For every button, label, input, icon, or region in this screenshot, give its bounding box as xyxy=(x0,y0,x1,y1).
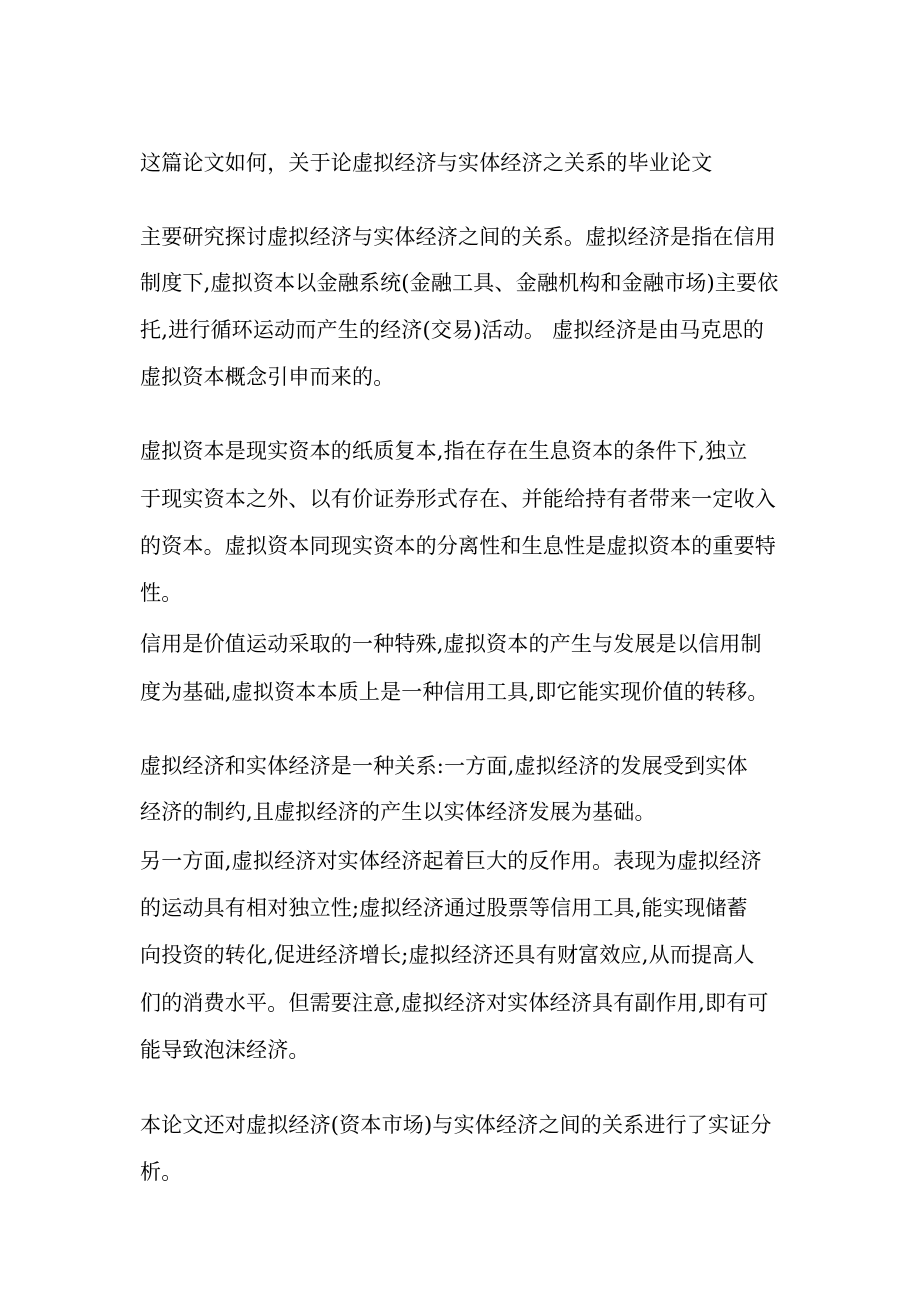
paragraph-line: 制度下,虚拟资本以金融系统(金融工具、金融机构和金融市场)主要依 xyxy=(140,271,779,295)
paragraph-line: 托,进行循环运动而产生的经济(交易)活动。 虚拟经济是由马克思的 xyxy=(140,318,765,342)
paragraph-line: 虚拟资本是现实资本的纸质复本,指在存在生息资本的条件下,独立 xyxy=(140,439,748,463)
paragraph-line: 主要研究探讨虚拟经济与实体经济之间的关系。虚拟经济是指在信用 xyxy=(140,225,776,249)
paragraph-line: 信用是价值运动采取的一种特殊,虚拟资本的产生与发展是以信用制 xyxy=(140,632,762,656)
paragraph-line: 的运动具有相对独立性;虚拟经济通过股票等信用工具,能实现储蓄 xyxy=(140,896,748,920)
paragraph-line: 析。 xyxy=(140,1160,183,1184)
paragraph-line: 性。 xyxy=(140,581,183,605)
paragraph-line: 另一方面,虚拟经济对实体经济起着巨大的反作用。表现为虚拟经济 xyxy=(140,849,762,873)
paragraph-line: 能导致泡沫经济。 xyxy=(140,1038,310,1062)
paragraph-line: 于现实资本之外、以有价证券形式存在、并能给持有者带来一定收入 xyxy=(140,487,776,511)
paragraph-line: 的资本。虚拟资本同现实资本的分离性和生息性是虚拟资本的重要特 xyxy=(140,534,776,558)
paragraph-line: 本论文还对虚拟经济(资本市场)与实体经济之间的关系进行了实证分 xyxy=(140,1113,772,1137)
paragraph-line: 虚拟资本概念引申而来的。 xyxy=(140,365,395,389)
paragraph-line: 虚拟经济和实体经济是一种关系:一方面,虚拟经济的发展受到实体 xyxy=(140,754,748,778)
paragraph-line: 经济的制约,且虚拟经济的产生以实体经济发展为基础。 xyxy=(140,800,656,824)
paragraph-line: 们的消费水平。但需要注意,虚拟经济对实体经济具有副作用,即有可 xyxy=(140,991,769,1015)
paragraph-line: 向投资的转化,促进经济增长;虚拟经济还具有财富效应,从而提高人 xyxy=(140,943,755,967)
paragraph-line: 度为基础,虚拟资本本质上是一种信用工具,即它能实现价值的转移。 xyxy=(140,680,769,704)
document-title: 这篇论文如何，关于论虚拟经济与实体经济之关系的毕业论文 xyxy=(140,151,713,175)
